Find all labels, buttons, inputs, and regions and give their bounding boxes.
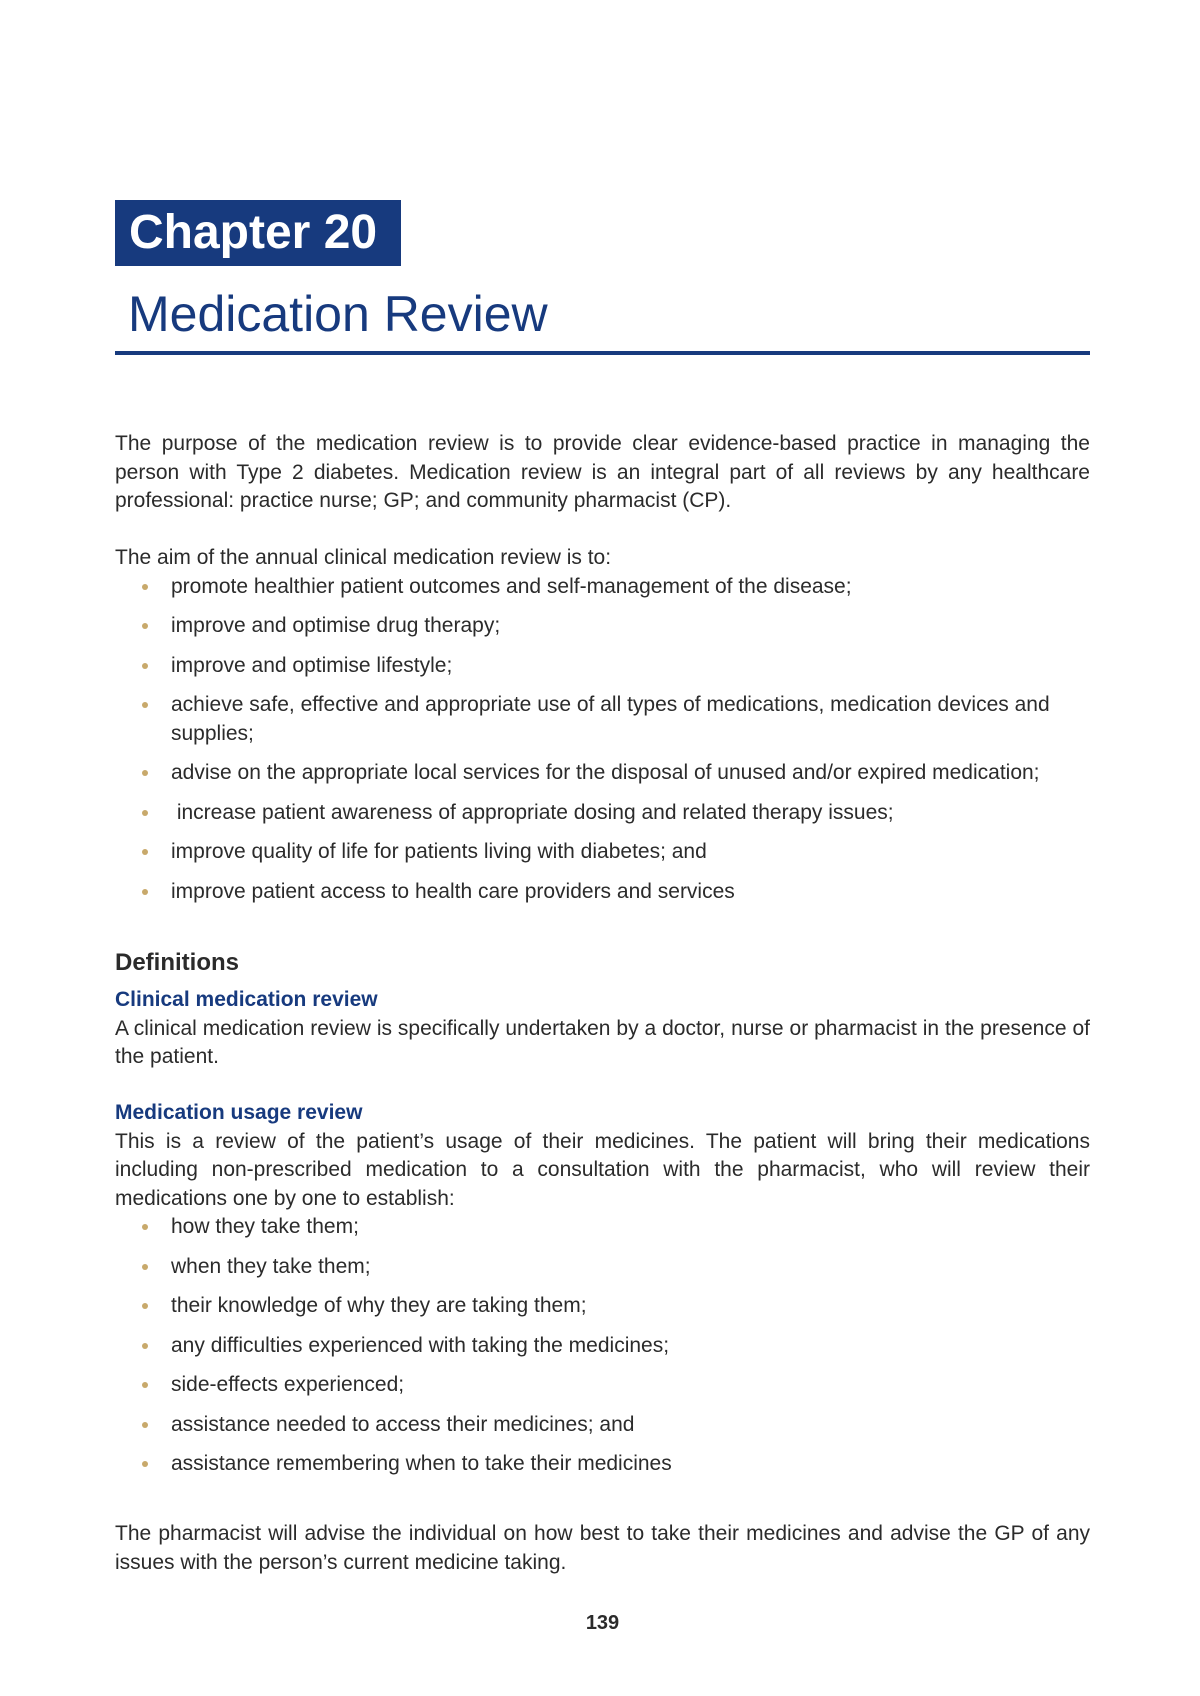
list-item [115,838,1090,867]
bullet-icon [142,1224,148,1230]
clinical-review-definition [115,986,1090,1072]
list-item [115,1371,1090,1400]
list-item-text: improve and optimise drug therapy; [171,614,501,637]
list-item-text: achieve safe, effective and appropriate use of all types of medications, medication devices and supplies; [171,693,1050,745]
list-item-text: when they take them; [171,1254,371,1278]
bullet-icon [142,1382,148,1388]
list-item-text: improve and optimise lifestyle; [171,653,453,677]
list-item [115,573,1090,602]
title-divider [115,351,1090,355]
bullet-icon [142,663,148,669]
usage-review-definition [115,1099,1090,1490]
list-item-text: improve patient access to health care providers and services [171,879,735,903]
bullet-icon [142,623,148,629]
list-item-text: assistance remembering when to take their medicines [171,1452,672,1475]
list-item [115,1411,1090,1440]
list-item-text: their knowledge of why they are taking them; [171,1294,587,1317]
list-item [115,1450,1090,1479]
definitions-heading: Definitions [115,949,239,976]
list-item-text: increase patient awareness of appropriate dosing and related therapy issues; [171,800,894,824]
list-item [115,652,1090,681]
bullet-icon [142,810,148,816]
bullet-icon [142,889,148,895]
list-item [115,1292,1090,1321]
page-number: 139 [585,1612,620,1634]
clinical-review-title: Clinical medication review [115,988,378,1011]
list-item-text: improve quality of life for patients living with diabetes; and [171,840,707,863]
bullet-icon [142,770,148,776]
chapter-label: Chapter 20 [115,200,401,266]
bullet-icon [142,1422,148,1428]
closing-paragraph: The pharmacist will advise the individual on how best to take their medicines and advise the GP of any issues with the person’s current medicine taking. [115,1522,1090,1574]
intro-paragraph: The purpose of the medication review is to provide clear evidence-based practice in managing the person with Type 2 diabetes. Medication review is an integral part of all reviews by any healthcare professional: practice nurse; GP; and community pharmacist (CP). [115,432,1090,512]
aim-lead: The aim of the annual clinical medication review is to: [115,546,612,569]
bullet-icon [142,1303,148,1309]
bullet-icon [142,1264,148,1270]
list-item [115,691,1090,748]
list-item-text: any difficulties experienced with taking the medicines; [171,1333,670,1357]
list-item-text: assistance needed to access their medicines; and [171,1412,635,1436]
list-item [115,878,1090,907]
bullet-icon [142,1343,148,1349]
list-item-text: promote healthier patient outcomes and self-management of the disease; [171,574,852,598]
bullet-icon [142,1461,148,1467]
list-item [115,759,1090,788]
aim-list [115,573,1090,907]
list-item [115,1332,1090,1361]
usage-list [115,1213,1090,1479]
bullet-icon [142,849,148,855]
chapter-title: Medication Review [128,286,548,342]
clinical-review-text: A clinical medication review is specifically undertaken by a doctor, nurse or pharmacist in the presence of the patient. [115,1016,1090,1068]
aim-section [115,544,1090,917]
usage-review-title: Medication usage review [115,1101,363,1124]
usage-review-text: This is a review of the patient’s usage of their medicines. The patient will bring their medications including non-prescribed medication to a consultation with the pharmacist, who will review their medications one by one to establish: [115,1129,1090,1210]
list-item [115,1253,1090,1282]
list-item [115,612,1090,641]
list-item [115,1213,1090,1242]
list-item-text: how they take them; [171,1215,359,1238]
bullet-icon [142,584,148,590]
list-item [115,799,1090,828]
list-item-text: advise on the appropriate local services for the disposal of unused and/or expired medication; [171,761,1040,784]
bullet-icon [142,702,148,708]
list-item-text: side-effects experienced; [171,1373,405,1396]
